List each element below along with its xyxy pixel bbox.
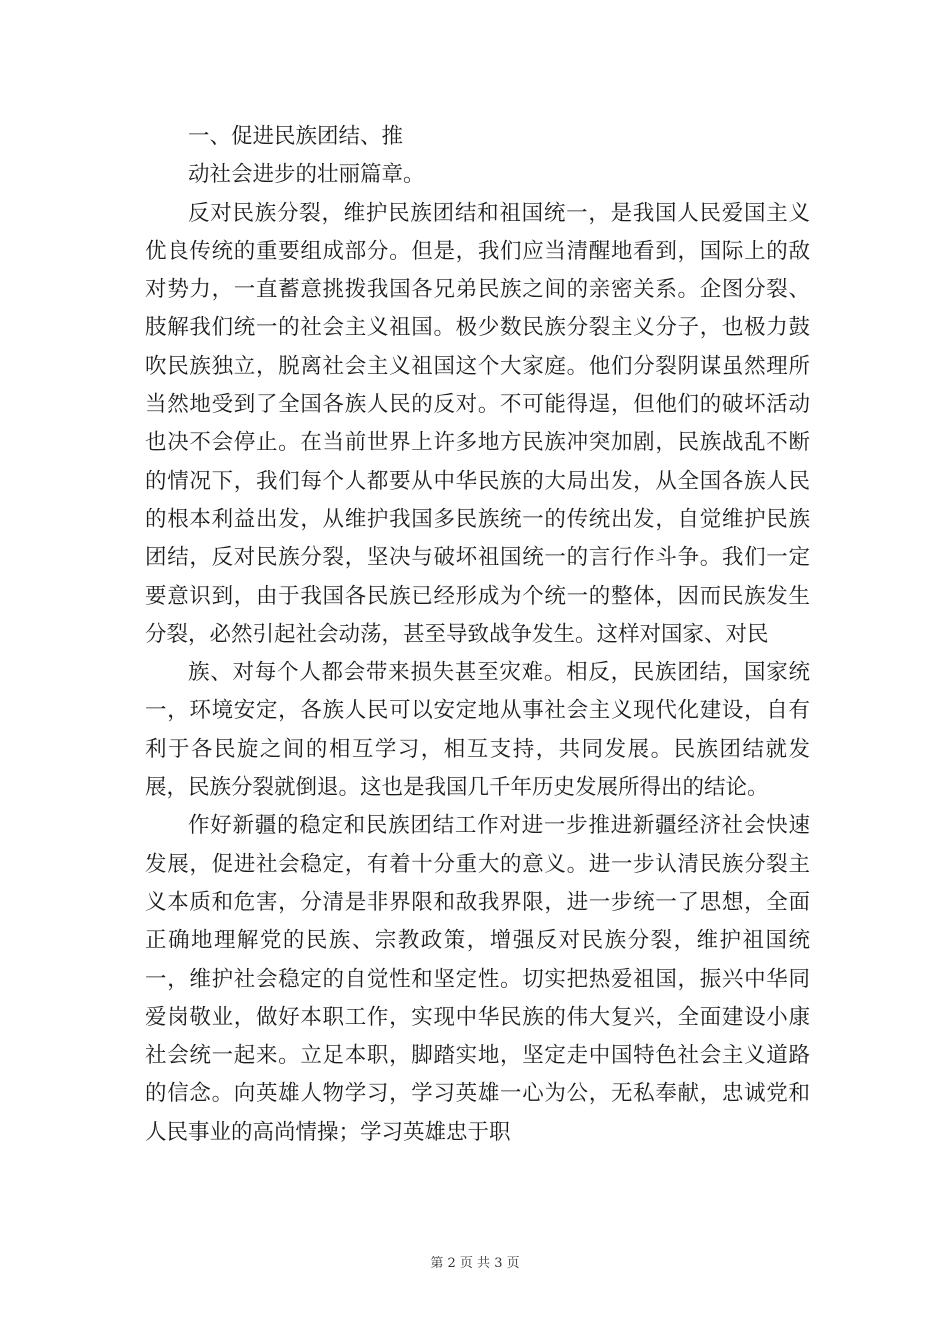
paragraph-xinjiang-stability: 作好新疆的稳定和民族团结工作对进一步推进新疆经济社会快速发展，促进社会稳定，有着十分重大的意义。进一步认清民族分裂主义本质和危害，分清是非界限和敌我界限，进一步统一了思想，全面正确地理解党的民族、宗教政策，增强反对民族分裂，维护祖国统一，维护社会稳定的自觉性和坚定性。切实把热爱祖国，振兴中华同爱岗敬业，做好本职工作，实现中华民族的伟大复兴，全面建设小康社会统一起来。立足本职，脚踏实地，坚定走中国特色社会主义道路的信念。向英雄人物学习，学习英雄一心为公，无私奉献，忠诚党和人民事业的高尚情操；学习英雄忠于职 (145, 813, 810, 1145)
document-body (145, 118, 810, 1152)
section-heading-line-2: 动社会进步的壮丽篇章。 (188, 162, 425, 188)
paragraph-national-unity: 族、对每个人都会带来损失甚至灾难。相反，民族团结，国家统一，环境安定，各族人民可以安定地从事社会主义现代化建设，自有利于各民旋之间的相互学习，相互支持，共同发展。民族团结就发展，民族分裂就倒退。这也是我国几千年历史发展所得出的结论。 (145, 660, 810, 801)
section-heading-line-1: 一、促进民族团结、推 (188, 124, 404, 149)
page-number-footer: 第 2 页 共 3 页 (430, 1256, 520, 1271)
paragraph-oppose-separatism: 反对民族分裂，维护民族团结和祖国统一，是我国人民爱国主义优良传统的重要组成部分。但是，我们应当清醒地看到，国际上的敌对势力，一直蓄意挑拨我国各兄弟民族之间的亲密关系。企图分裂、肢解我们统一的社会主义祖国。极少数民族分裂主义分子，也极力鼓吹民族独立，脱离社会主义祖国这个大家庭。他们分裂阴谋虽然理所当然地受到了全国各族人民的反对。不可能得逞，但他们的破坏活动也决不会停止。在当前世界上许多地方民族冲突加剧，民族战乱不断的情况下，我们每个人都要从中华民族的大局出发，从全国各族人民的根本利益出发，从维护我国多民族统一的传统出发，自觉维护民族团结，反对民族分裂，坚决与破坏祖国统一的言行作斗争。我们一定要意识到，由于我国各民族已经形成为个统一的整体，因而民族发生分裂，必然引起社会动荡，甚至导致战争发生。这样对国家、对民 (145, 200, 810, 647)
